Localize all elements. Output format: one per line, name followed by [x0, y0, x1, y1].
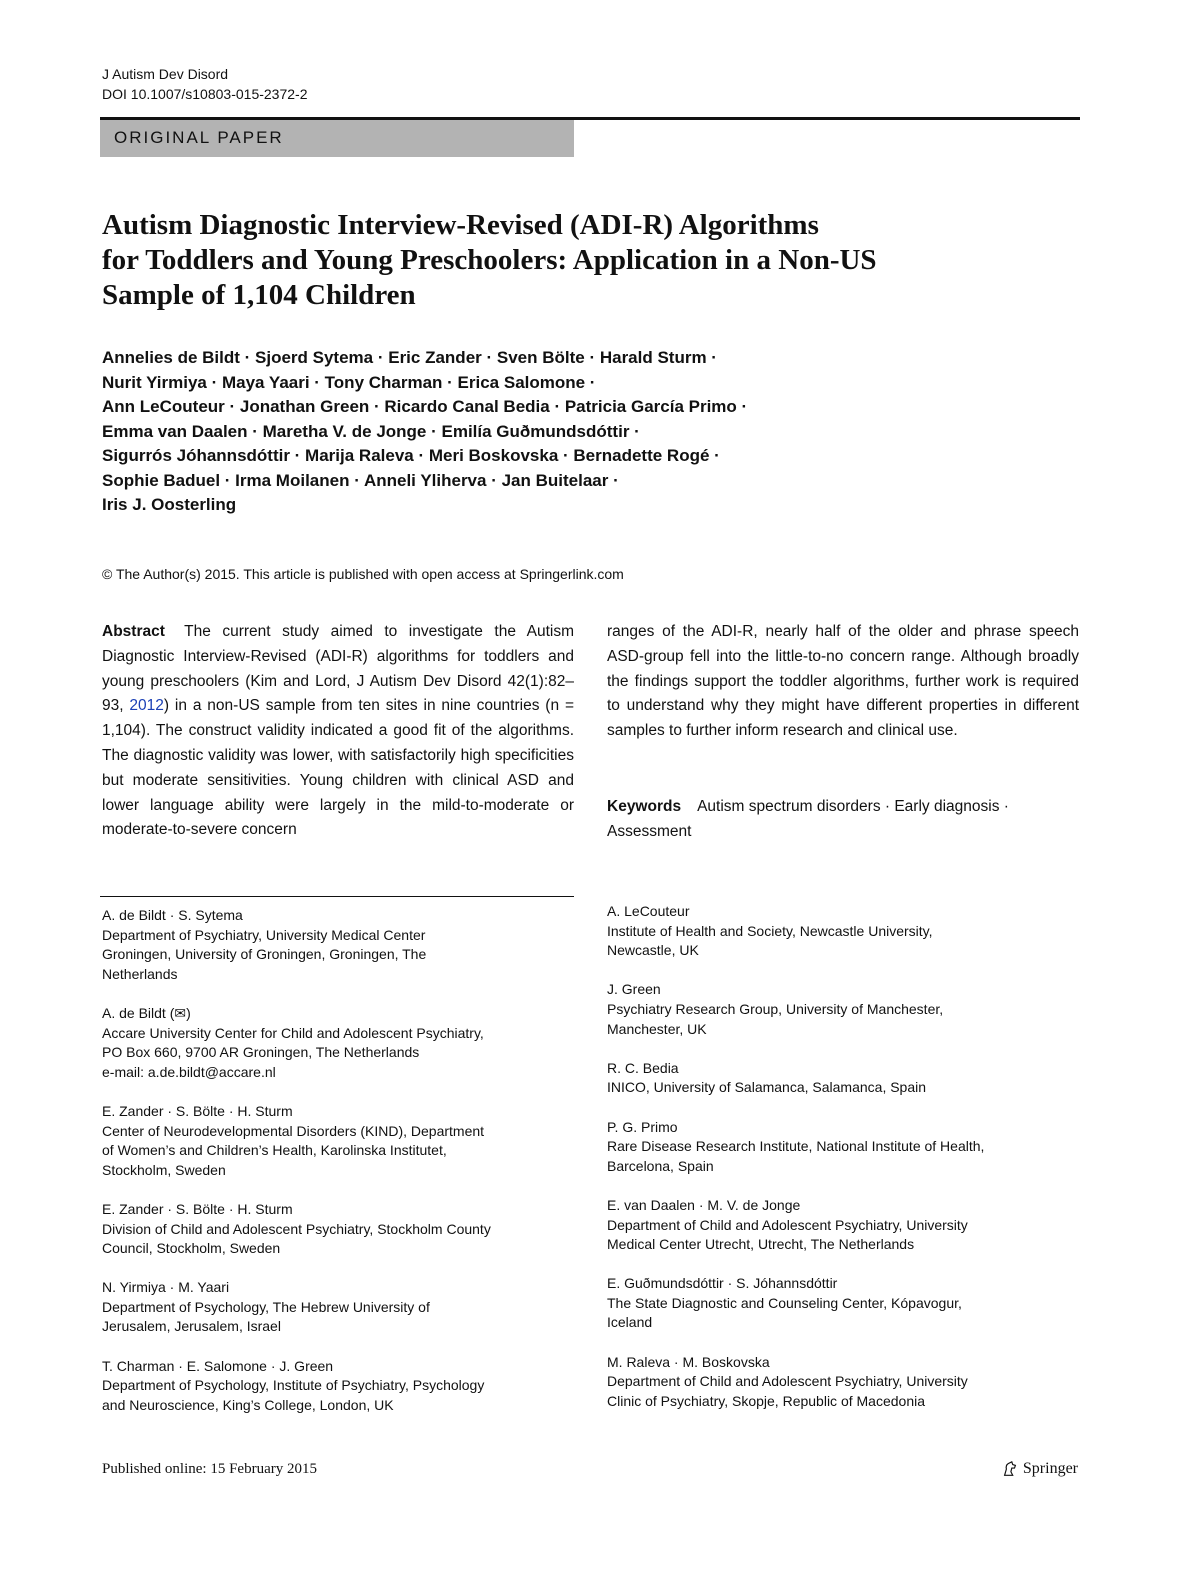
affiliation-line: Newcastle, UK [607, 942, 699, 959]
copyright-notice: © The Author(s) 2015. This article is published with open access at Springerlink.com [102, 566, 624, 582]
affiliations-left-column [102, 906, 574, 1435]
publisher-logo [1001, 1460, 1078, 1478]
affiliation-line: Iceland [607, 1314, 653, 1331]
title-line: Autism Diagnostic Interview-Revised (ADI-R) Algorithms [102, 209, 819, 241]
affiliation-line: Department of Psychology, Institute of Psychiatry, Psychology [102, 1377, 485, 1394]
affiliation [607, 1196, 1079, 1255]
affiliation-line: Council, Stockholm, Sweden [102, 1240, 281, 1257]
springer-horse-icon [1001, 1460, 1019, 1478]
affiliation-line: INICO, University of Salamanca, Salamanca, Spain [607, 1079, 927, 1096]
affiliation [102, 906, 574, 984]
affiliation [102, 1102, 574, 1180]
keywords-text: Autism spectrum disorders · Early diagnosis · Assessment [607, 798, 1009, 840]
affiliation-line: Department of Child and Adolescent Psychiatry, University [607, 1216, 968, 1233]
affiliations-rule [100, 896, 574, 897]
affiliation-line: Center of Neurodevelopmental Disorders (KIND), Department [102, 1122, 485, 1139]
affiliation-line[interactable]: e-mail: a.de.bildt@accare.nl [102, 1063, 276, 1080]
affiliation [102, 1004, 574, 1082]
section-banner [100, 120, 574, 157]
journal-name: J Autism Dev Disord [102, 66, 229, 82]
affiliation-line: of Women’s and Children’s Health, Karolinska Institutet, [102, 1142, 447, 1159]
affiliation-line: Clinic of Psychiatry, Skopje, Republic of Macedonia [607, 1392, 926, 1409]
title-line: for Toddlers and Young Preschoolers: Application in a Non-US [102, 244, 877, 276]
affiliation-names: E. Zander · S. Bölte · H. Sturm [102, 1200, 293, 1217]
citation-link[interactable]: 2012 [129, 697, 164, 715]
author-line: Emma van Daalen · Maretha V. de Jonge · Emilía Guðmundsdóttir · [102, 421, 640, 441]
affiliation [607, 1059, 1079, 1098]
affiliation-line: Department of Psychiatry, University Medical Center [102, 926, 426, 943]
affiliation-line: Institute of Health and Society, Newcastle University, [607, 922, 933, 939]
affiliation-line: Jerusalem, Jerusalem, Israel [102, 1318, 281, 1335]
affiliation-line: Netherlands [102, 965, 178, 982]
author-line: Annelies de Bildt · Sjoerd Sytema · Eric Zander · Sven Bölte · Harald Sturm · [102, 348, 717, 367]
author-line: Sophie Baduel · Irma Moilanen · Anneli Yliherva · Jan Buitelaar · [102, 470, 619, 490]
affiliation-line: Medical Center Utrecht, Utrecht, The Netherlands [607, 1236, 915, 1253]
abstract-left-column [102, 620, 574, 843]
article-title [102, 208, 1062, 313]
affiliations-right-column [607, 902, 1079, 1431]
journal-header [102, 64, 307, 104]
affiliation-line: Department of Child and Adolescent Psychiatry, University [607, 1373, 968, 1390]
affiliation-names: E. Zander · S. Bölte · H. Sturm [102, 1102, 293, 1119]
affiliation-names: A. de Bildt · S. Sytema [102, 907, 243, 923]
abstract-text: The current study aimed to investigate the Autism Diagnostic Interview-Revised (ADI-R) algorithms for toddlers and young preschoolers (Kim and Lord, J Autism Dev Disord 42(1):82–93, [102, 623, 574, 715]
affiliation [607, 1274, 1079, 1333]
section-label: ORIGINAL PAPER [114, 128, 284, 147]
author-line: Ann LeCouteur · Jonathan Green · Ricardo Canal Bedia · Patricia García Primo · [102, 397, 748, 416]
title-line: Sample of 1,104 Children [102, 279, 416, 311]
affiliation-names: N. Yirmiya · M. Yaari [102, 1279, 230, 1296]
affiliation-line: Manchester, UK [607, 1020, 707, 1037]
affiliation [607, 902, 1079, 961]
affiliation-line: Division of Child and Adolescent Psychiatry, Stockholm County [102, 1220, 491, 1237]
affiliation-line: The State Diagnostic and Counseling Center, Kópavogur, [607, 1294, 962, 1311]
affiliation-line: PO Box 660, 9700 AR Groningen, The Netherlands [102, 1044, 420, 1061]
affiliation [102, 1357, 574, 1416]
affiliation [607, 1353, 1079, 1412]
affiliation-names: E. Guðmundsdóttir · S. Jóhannsdóttir [607, 1275, 838, 1292]
affiliation [102, 1278, 574, 1337]
author-line: Nurit Yirmiya · Maya Yaari · Tony Charman · Erica Salomone · [102, 372, 596, 392]
affiliation-line: Groningen, University of Groningen, Groningen, The [102, 946, 427, 963]
affiliation-names: A. de Bildt (✉) [102, 1004, 191, 1021]
affiliation-line: Rare Disease Research Institute, National Institute of Health, [607, 1138, 985, 1155]
affiliation [607, 1118, 1079, 1177]
abstract-text: ) in a non-US sample from ten sites in nine countries (n = 1,104). The construct validity indicated a good fit of the algorithms. The diagnostic validity was lower, with satisfactorily high specificities but moderate sensitivities. Young children with clinical ASD and lower language ability were largely in the mild-to-moderate or moderate-to-severe concern [102, 697, 574, 839]
abstract-heading: Abstract [102, 623, 165, 640]
affiliation-names: J. Green [607, 981, 661, 998]
abstract-right-column: ranges of the ADI-R, nearly half of the older and phrase speech ASD-group fell into the little-to-no concern range. Although broadly the findings support the toddler algorithms, further work is required to understand why they might have different properties in different samples to further inform research and clinical use. [607, 623, 1079, 740]
published-online: Published online: 15 February 2015 [102, 1461, 317, 1477]
affiliation-names: M. Raleva · M. Boskovska [607, 1353, 770, 1370]
keywords-label: Keywords [607, 798, 682, 815]
affiliation [102, 1200, 574, 1259]
affiliation-line: Accare University Center for Child and Adolescent Psychiatry, [102, 1024, 484, 1041]
publisher-name: Springer [1022, 1460, 1078, 1477]
affiliation [607, 980, 1079, 1039]
affiliation-line: Psychiatry Research Group, University of Manchester, [607, 1000, 944, 1017]
author-line: Iris J. Oosterling [102, 495, 237, 514]
affiliation-line: Stockholm, Sweden [102, 1161, 226, 1178]
affiliation-names: A. LeCouteur [607, 903, 690, 919]
author-list [102, 346, 1082, 518]
affiliation-line: Barcelona, Spain [607, 1157, 714, 1174]
keywords [607, 795, 1079, 845]
author-line: Sigurrós Jóhannsdóttir · Marija Raleva · Meri Boskovska · Bernadette Rogé · [102, 446, 720, 465]
affiliation-line: Department of Psychology, The Hebrew University of [102, 1298, 430, 1315]
affiliation-names: R. C. Bedia [607, 1059, 679, 1076]
journal-doi[interactable]: DOI 10.1007/s10803-015-2372-2 [102, 86, 308, 102]
affiliation-names: P. G. Primo [607, 1118, 678, 1135]
affiliation-line: and Neuroscience, King’s College, London, UK [102, 1396, 394, 1413]
affiliation-names: T. Charman · E. Salomone · J. Green [102, 1357, 334, 1374]
affiliation-names: E. van Daalen · M. V. de Jonge [607, 1196, 801, 1213]
